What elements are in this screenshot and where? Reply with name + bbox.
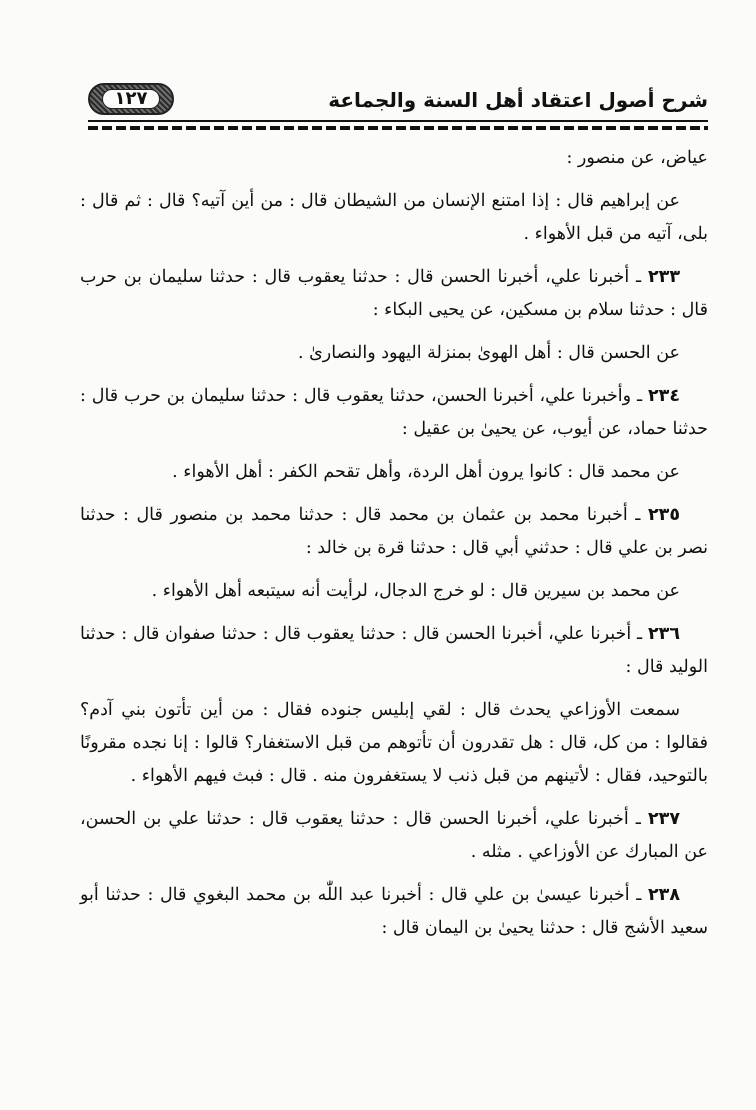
paragraph-text: ـ أخبرنا علي، أخبرنا الحسن قال : حدثنا يعقوب قال : حدثنا سليمان بن حرب قال : حدثنا سلام بن مسكين، عن يحيى البكاء : — [80, 267, 708, 320]
paragraph-text: ـ وأخبرنا علي، أخبرنا الحسن، حدثنا يعقوب قال : حدثنا سليمان بن حرب قال : حدثنا حماد، عن أيوب، عن يحيىٰ بن عقيل : — [80, 386, 708, 439]
paragraph — [80, 261, 708, 327]
paragraph — [80, 185, 708, 251]
paragraph-text: ـ أخبرنا عيسىٰ بن علي قال : أخبرنا عبد اللّٰه بن محمد البغوي قال : حدثنا أبو سعيد الأشج قال : حدثنا يحيىٰ بن اليمان قال : — [80, 885, 708, 938]
paragraph — [80, 456, 708, 489]
page-number-badge — [88, 83, 174, 115]
paragraph — [80, 618, 708, 684]
paragraph — [80, 879, 708, 945]
hadith-number: ٢٣٧ — [647, 809, 680, 829]
hadith-number: ٢٣٣ — [647, 267, 680, 287]
paragraph-text: عن الحسن قال : أهل الهوىٰ بمنزلة اليهود والنصارىٰ . — [297, 343, 680, 363]
paragraph-text: سمعت الأوزاعي يحدث قال : لقي إبليس جنوده فقال : من أين تأتون بني آدم؟ فقالوا : من كل، قال : هل تقدرون أن تأتوهم من قبل الاستغفار؟ قالوا : إنا نجده مقرونًا بالتوحيد، فقال : لأتينهم من قبل ذنب لا يستغفرون منه . قال : فبث فيهم الأهواء . — [80, 700, 708, 786]
paragraph-text: عن إبراهيم قال : إذا امتنع الإنسان من الشيطان قال : من أين آتيه؟ قال : ثم قال : بلى، آتيه من قبل الأهواء . — [80, 191, 708, 244]
paragraph — [80, 499, 708, 565]
paragraph — [80, 380, 708, 446]
hadith-number: ٢٣٥ — [647, 505, 680, 525]
hadith-number: ٢٣٤ — [647, 386, 680, 406]
paragraph-text: ـ أخبرنا علي، أخبرنا الحسن قال : حدثنا يعقوب قال : حدثنا صفوان قال : حدثنا الوليد قال : — [80, 624, 708, 677]
header-rule — [88, 120, 708, 122]
paragraph — [80, 575, 708, 608]
hadith-number: ٢٣٨ — [647, 885, 680, 905]
page-number: ١٢٧ — [102, 89, 160, 109]
paragraph-text: عن محمد بن سيرين قال : لو خرج الدجال، لرأيت أنه سيتبعه أهل الأهواء . — [151, 581, 680, 601]
paragraph-text: ـ أخبرنا علي، أخبرنا الحسن قال : حدثنا يعقوب قال : حدثنا علي بن الحسن، عن المبارك عن الأوزاعي . مثله . — [80, 809, 708, 862]
paragraph-text: ـ أخبرنا محمد بن عثمان بن محمد قال : حدثنا محمد بن منصور قال : حدثنا نصر بن علي قال : حدثني أبي قال : حدثنا قرة بن خالد : — [80, 505, 708, 558]
paragraph — [80, 142, 708, 175]
paragraph — [80, 337, 708, 370]
paragraph-text: عياض، عن منصور : — [566, 148, 708, 168]
paragraph — [80, 694, 708, 793]
header-dashed-rule — [88, 126, 708, 130]
paragraph-text: عن محمد قال : كانوا يرون أهل الردة، وأهل تقحم الكفر : أهل الأهواء . — [172, 462, 680, 482]
page-body — [80, 142, 708, 945]
paragraph — [80, 803, 708, 869]
hadith-number: ٢٣٦ — [647, 624, 680, 644]
running-title: شرح أصول اعتقاد أهل السنة والجماعة — [328, 88, 708, 112]
